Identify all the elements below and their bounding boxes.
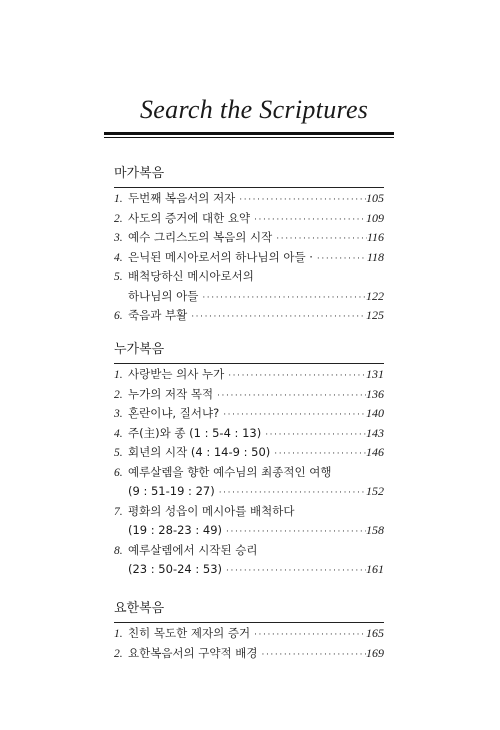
entry-number: 2. xyxy=(114,212,123,225)
toc-entry[interactable] xyxy=(114,306,384,326)
entry-page: 146 xyxy=(366,445,384,459)
toc-entry[interactable] xyxy=(114,228,384,248)
entry-title: 주(主)와 종 (1 : 5-4 : 13) xyxy=(128,425,262,440)
entry-page: 136 xyxy=(366,386,384,401)
dot-leader xyxy=(213,387,366,407)
entry-page: 143 xyxy=(366,425,384,440)
entry-title: 누가의 저작 목적 xyxy=(128,386,214,401)
section-mark xyxy=(114,165,384,326)
entry-number: 1. xyxy=(114,628,123,640)
dot-leader xyxy=(261,426,366,446)
entry-page: 152 xyxy=(366,484,384,498)
toc-entry-continuation[interactable] xyxy=(114,482,384,502)
entry-number: 3. xyxy=(114,408,123,420)
dot-leader xyxy=(222,562,366,582)
toc-entry-continuation[interactable] xyxy=(114,287,384,307)
entry-title-continuation: (23 : 50-24 : 53) xyxy=(128,562,223,576)
entry-title: 예루살렘에서 시작된 승리 xyxy=(128,542,258,557)
toc-entry-continuation[interactable] xyxy=(114,521,384,541)
title-rule-thick xyxy=(104,132,394,135)
entry-title: 평화의 성읍이 메시아를 배척하다 xyxy=(128,503,295,518)
toc-entry[interactable] xyxy=(114,385,384,405)
entry-page: 161 xyxy=(366,562,384,576)
toc-entry[interactable] xyxy=(114,189,384,209)
entry-title: 두번째 복음서의 저자 xyxy=(128,191,236,205)
entry-title-continuation: (9 : 51-19 : 27) xyxy=(128,484,215,498)
entry-title: 사랑받는 의사 누가 xyxy=(128,367,225,381)
entry-page: 165 xyxy=(366,626,384,640)
entry-number: 5. xyxy=(114,447,123,459)
entry-page: 122 xyxy=(366,288,384,303)
dot-leader xyxy=(187,308,366,328)
toc-entry[interactable] xyxy=(114,404,384,424)
entry-title: 사도의 증거에 대한 요약 xyxy=(128,210,251,225)
toc-entry[interactable] xyxy=(114,463,384,483)
section-heading: 누가복음 xyxy=(114,342,165,357)
section-rule xyxy=(114,363,384,364)
entry-title: 예수 그리스도의 복음의 시작 xyxy=(128,230,273,244)
title-rule-thin xyxy=(104,137,394,138)
toc-entry-continuation[interactable] xyxy=(114,560,384,580)
section-rule xyxy=(114,187,384,188)
entry-number: 6. xyxy=(114,466,123,479)
toc-entry[interactable] xyxy=(114,267,384,287)
entry-title: 죽음과 부활 xyxy=(128,308,188,322)
entry-number: 5. xyxy=(114,271,123,283)
entry-number: 6. xyxy=(114,310,123,322)
section-heading: 요한복음 xyxy=(114,601,165,616)
entry-page: 118 xyxy=(366,249,384,264)
entry-title: 혼란이냐, 질서냐? xyxy=(128,406,220,420)
dot-leader xyxy=(258,646,366,666)
entry-number: 4. xyxy=(114,251,123,264)
dot-leader xyxy=(198,289,366,309)
dot-leader xyxy=(313,250,367,270)
entry-title: 배척당하신 메시아로서의 xyxy=(128,269,254,283)
section-rule xyxy=(114,622,384,623)
entry-number: 1. xyxy=(114,193,123,205)
entry-title-continuation: (19 : 28-23 : 49) xyxy=(128,523,223,537)
entry-title: 친히 목도한 제자의 증거 xyxy=(128,626,251,640)
entry-number: 3. xyxy=(114,232,123,244)
entry-page: 116 xyxy=(366,230,384,244)
entry-page: 131 xyxy=(366,367,384,381)
entry-page: 140 xyxy=(366,406,384,420)
entry-page: 158 xyxy=(366,523,384,537)
entry-page: 125 xyxy=(366,308,384,322)
entry-title: 은닉된 메시아로서의 하나님의 아들 · xyxy=(128,249,313,264)
entry-page: 109 xyxy=(366,210,384,225)
entry-number: 8. xyxy=(114,544,123,557)
toc-entry[interactable] xyxy=(114,443,384,463)
toc-entry[interactable] xyxy=(114,644,384,664)
entry-page: 105 xyxy=(366,191,384,205)
toc-entry[interactable] xyxy=(114,502,384,522)
dot-leader xyxy=(224,367,366,387)
section-luke xyxy=(114,341,384,580)
entry-number: 2. xyxy=(114,647,123,660)
dot-leader xyxy=(250,626,366,646)
entry-page: 169 xyxy=(366,645,384,660)
entry-title: 요한복음서의 구약적 배경 xyxy=(128,645,258,660)
entry-title: 예루살렘을 향한 예수님의 최종적인 여행 xyxy=(128,464,332,479)
entry-number: 4. xyxy=(114,427,123,440)
dot-leader xyxy=(235,191,366,211)
entry-title: 회년의 시작 (4 : 14-9 : 50) xyxy=(128,445,271,459)
toc-entry[interactable] xyxy=(114,209,384,229)
toc-entry[interactable] xyxy=(114,365,384,385)
entry-number: 7. xyxy=(114,505,123,518)
section-heading: 마가복음 xyxy=(114,166,165,181)
entry-title-continuation: 하나님의 아들 xyxy=(128,288,199,303)
toc-entry[interactable] xyxy=(114,424,384,444)
section-john xyxy=(114,600,384,663)
toc-entry[interactable] xyxy=(114,248,384,268)
toc-entry[interactable] xyxy=(114,541,384,561)
entry-number: 2. xyxy=(114,388,123,401)
page-title: Search the Scriptures xyxy=(140,95,369,124)
toc-entry[interactable] xyxy=(114,624,384,644)
entry-number: 1. xyxy=(114,369,123,381)
